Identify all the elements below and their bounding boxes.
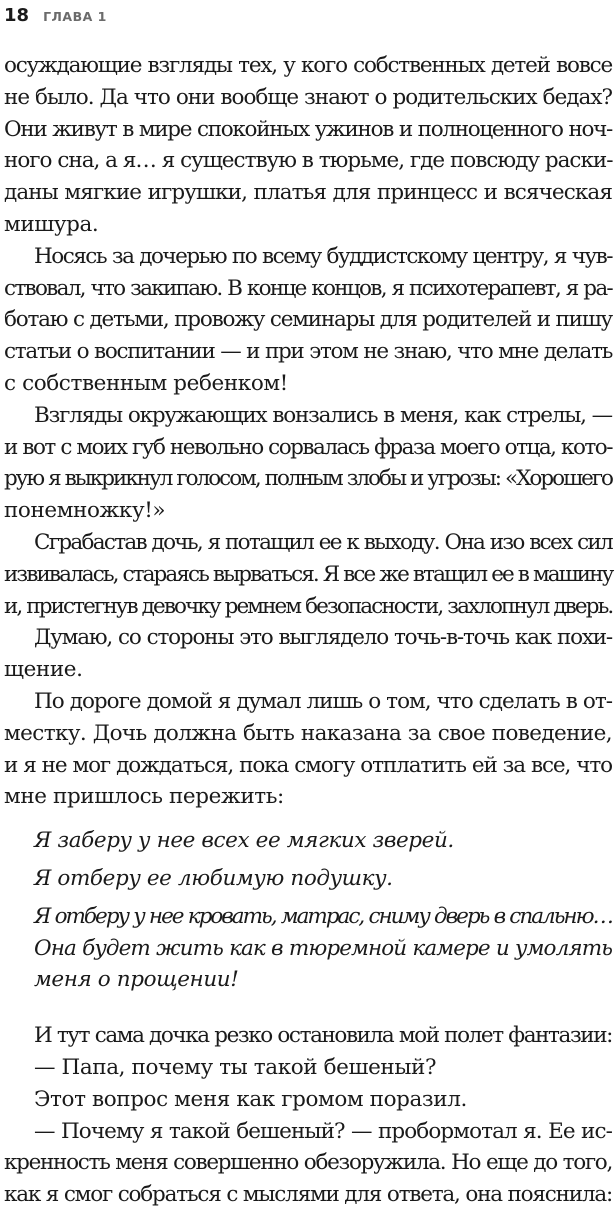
- text-line: Этот вопрос меня как громом поразил.: [34, 1086, 467, 1112]
- chapter-label: ГЛАВА 1: [43, 9, 107, 24]
- text-line: понемножку!»: [4, 498, 166, 524]
- text-line: и, пристегнув девочку ремнем безопасности, захлопнул дверь.: [4, 593, 613, 619]
- text-line: ствовал, что закипаю. В конце концов, я психотерапевт, я ра-: [4, 275, 612, 301]
- text-line: не было. Да что они вообще знают о родительских бедах?: [4, 84, 612, 110]
- text-line: ботаю с детьми, провожу семинары для родителей и пишу: [4, 307, 612, 333]
- text-line: По дороге домой я думал лишь о том, что сделать в от-: [34, 688, 612, 714]
- italic-line: Я отберу у нее кровать, матрас, сниму дверь в спальню…: [34, 903, 612, 929]
- text-line: осуждающие взгляды тех, у кого собственных детей вовсе: [4, 53, 612, 78]
- text-line: даны мягкие игрушки, платья для принцесс и всяческая: [4, 180, 612, 206]
- text-line: ного сна, а я… я существую в тюрьме, где повсюду раски-: [4, 148, 613, 174]
- body-text: [4, 50, 612, 1211]
- text-line: кренность меня совершенно обезоружила. Но еще до того,: [4, 1150, 612, 1176]
- text-line: статьи о воспитании — и при этом не знаю, что мне делать: [4, 339, 612, 365]
- text-line: Они живут в мире спокойных ужинов и полноценного ноч-: [4, 116, 612, 142]
- text-line: — Почему я такой бешеный? — пробормотал я. Ее ис-: [34, 1118, 612, 1144]
- text-line: щение.: [4, 657, 83, 683]
- text-line: мишура.: [4, 211, 99, 237]
- text-line: извивалась, стараясь вырваться. Я все же втащил ее в машину: [4, 561, 613, 587]
- text-line: и я не мог дождаться, пока смогу отплатить ей за все, что: [4, 752, 612, 778]
- running-head: [4, 5, 107, 29]
- text-line: как я смог собраться с мыслями для ответа, она пояснила:: [4, 1182, 612, 1208]
- text-line: с собственным ребенком!: [4, 370, 288, 396]
- spacer: [4, 1008, 612, 1020]
- text-line: И тут сама дочка резко остановила мой полет фантазии:: [34, 1023, 612, 1049]
- text-line: рую я выкрикнул голосом, полным злобы и угрозы: «Хорошего: [4, 466, 612, 492]
- italic-line: меня о прощении!: [34, 967, 239, 993]
- text-line: Думаю, со стороны это выглядело точь-в-точь как похи-: [34, 625, 612, 651]
- text-line: мне пришлось пережить:: [4, 784, 284, 810]
- text-line: Сграбастав дочь, я потащил ее к выходу. Она изо всех сил: [34, 529, 612, 555]
- italic-line: Я отберу ее любимую подушку.: [34, 865, 393, 891]
- text-line: Взгляды окружающих вонзались в меня, как стрелы, —: [34, 402, 612, 428]
- italic-line: Она будет жить как в тюремной камере и умолять: [34, 935, 612, 961]
- text-line: и вот с моих губ невольно сорвалась фраза моего отца, кото-: [4, 434, 612, 460]
- italic-line: Я заберу у нее всех ее мягких зверей.: [34, 828, 454, 854]
- text-line: — Папа, почему ты такой бешеный?: [34, 1054, 437, 1080]
- spacer: [4, 996, 612, 1008]
- page-number: 18: [4, 5, 30, 26]
- spacer: [4, 813, 612, 825]
- text-line: Носясь за дочерью по всему буддистскому центру, я чув-: [34, 243, 612, 269]
- text-line: местку. Дочь должна быть наказана за свое поведение,: [4, 720, 612, 746]
